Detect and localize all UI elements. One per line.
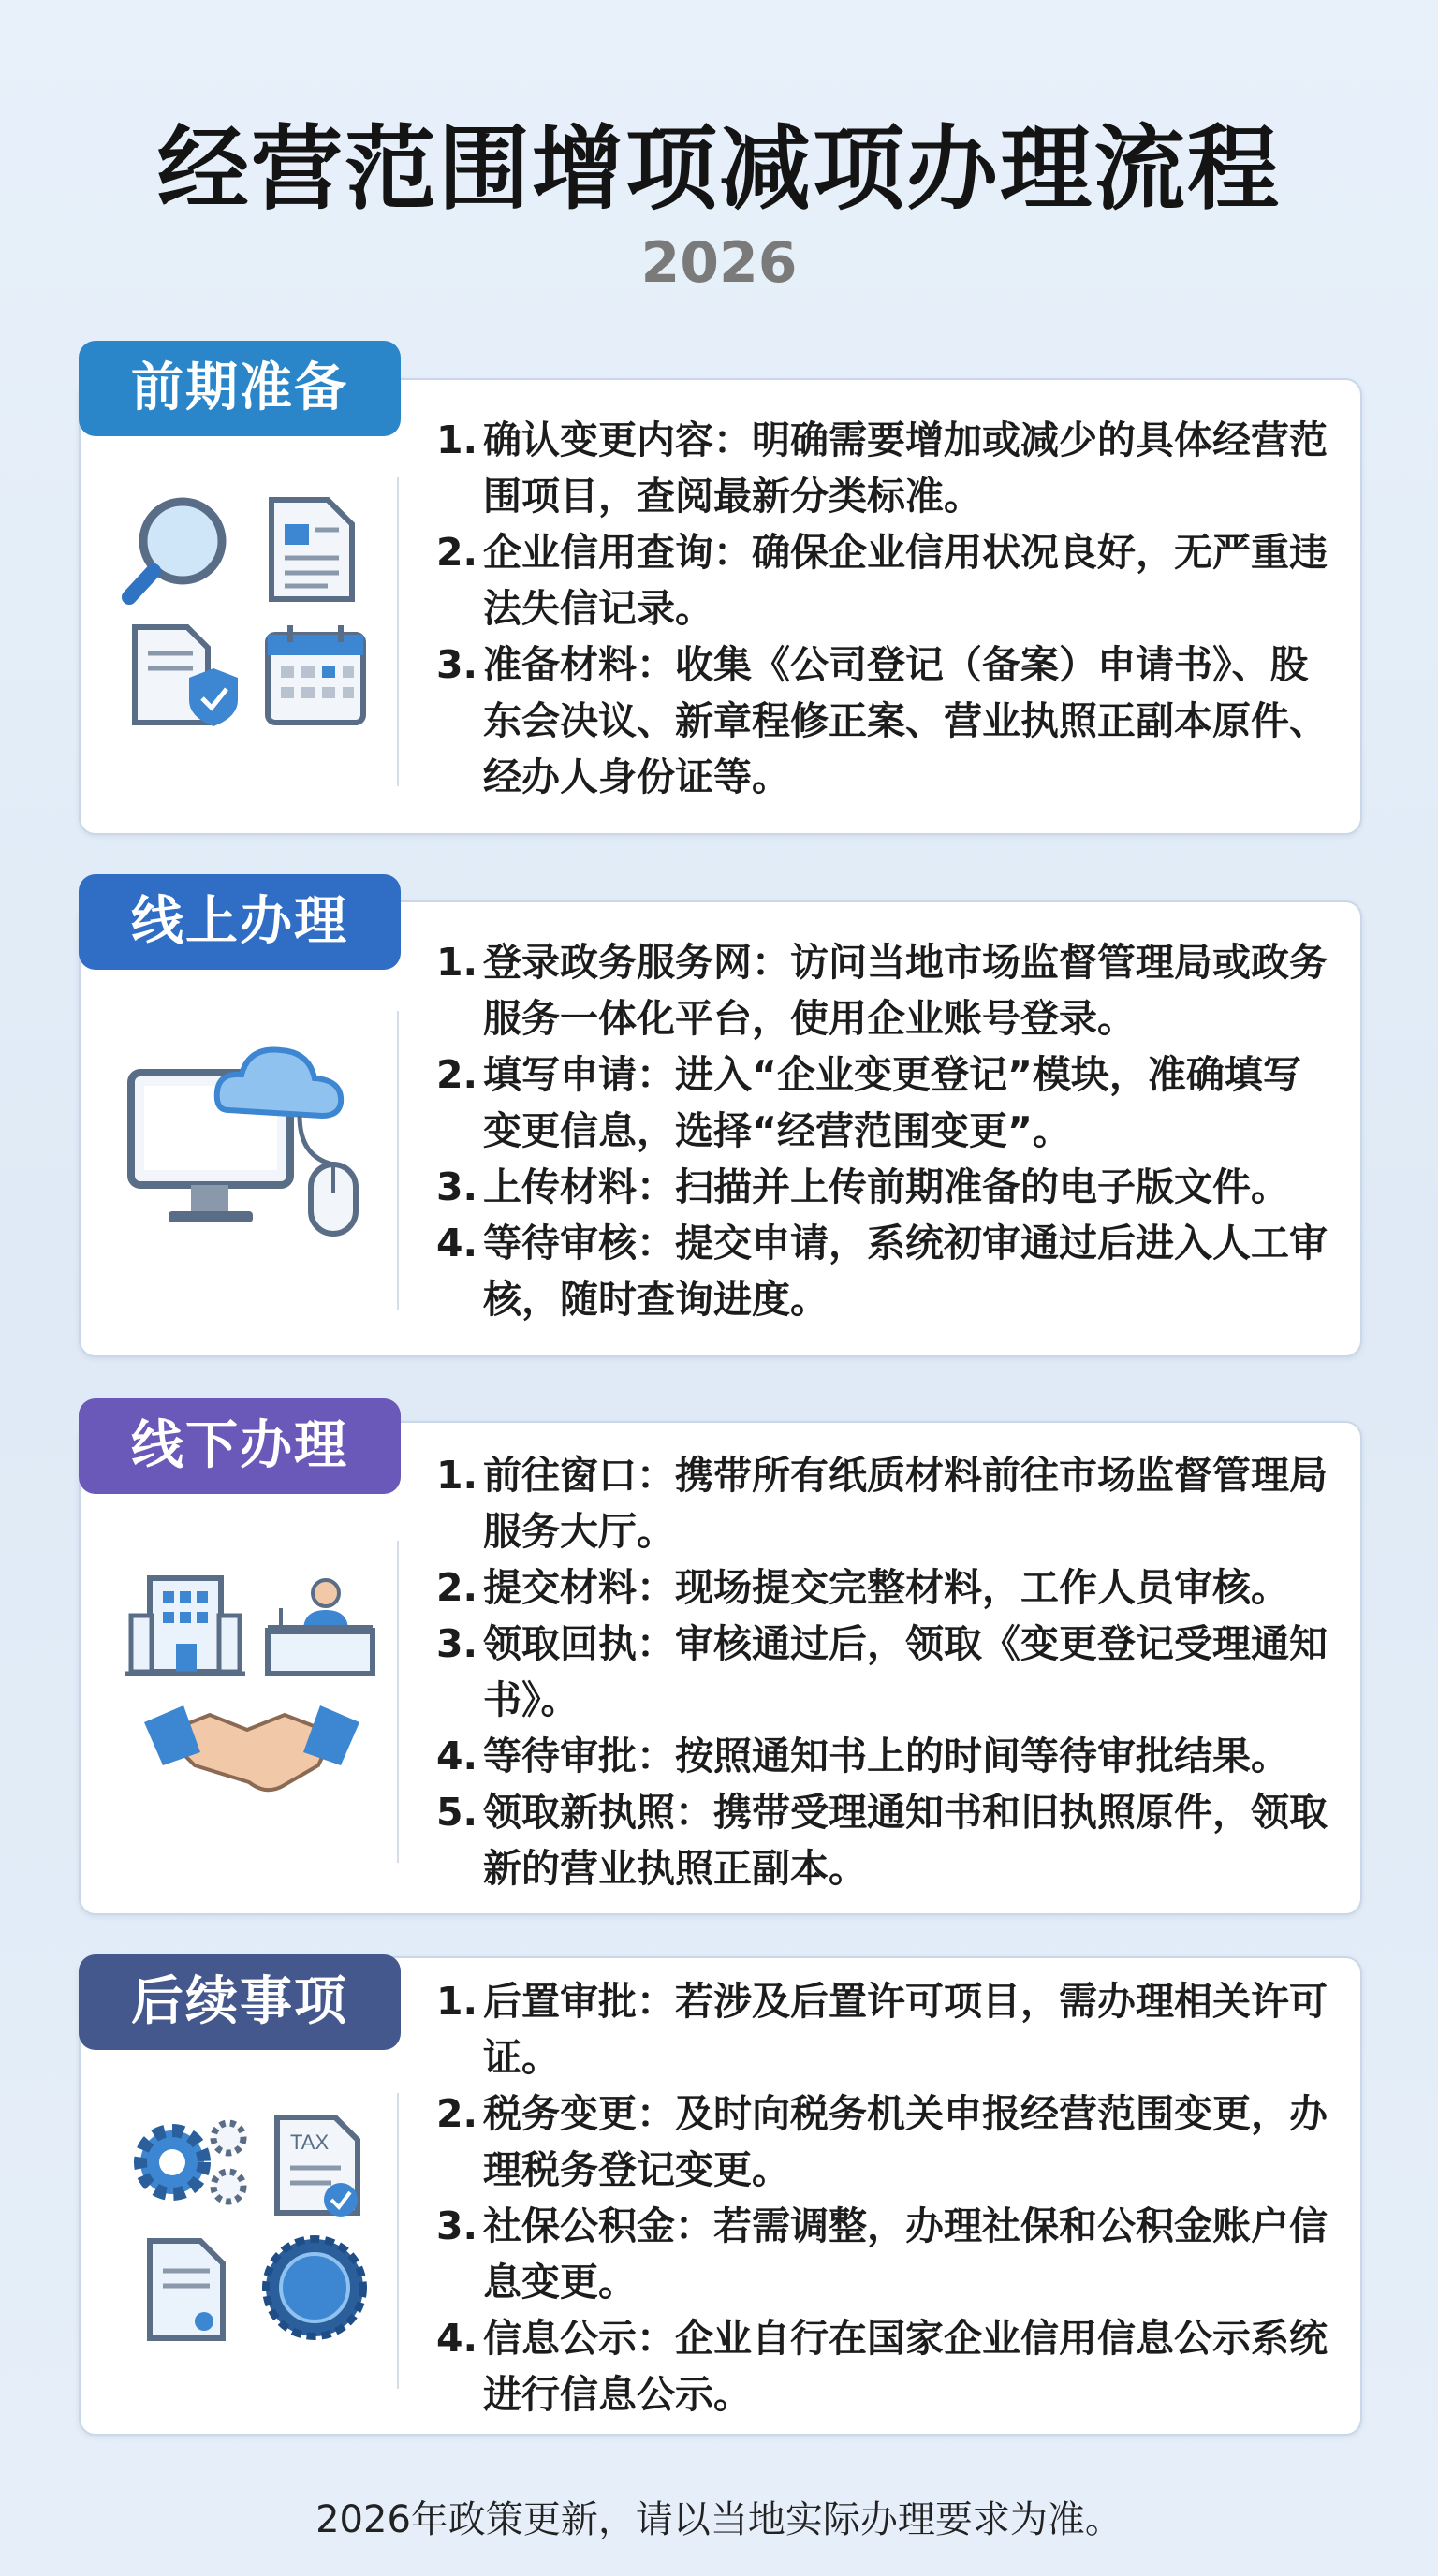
steps-followup — [436, 1973, 1335, 2422]
section-icons-preparation — [122, 487, 374, 739]
step-item: 3. 上传材料：扫描并上传前期准备的电子版文件。 — [436, 1164, 1289, 1209]
steps-preparation — [436, 412, 1335, 805]
svg-text:TAX: TAX — [290, 2130, 330, 2154]
magnifier-icon — [129, 502, 222, 597]
step-item: 1. 前往窗口：携带所有纸质材料前往市场监督管理局服务大厅。 — [436, 1453, 1328, 1554]
calendar-icon — [268, 625, 363, 723]
step-item: 4. 等待审批：按照通知书上的时间等待审批结果。 — [436, 1734, 1289, 1778]
step-item: 3. 准备材料：收集《公司登记（备案）申请书》、股东会决议、新章程修正案、营业执照正副本原件、经办人身份证等。 — [436, 642, 1328, 799]
section-tab-followup: 后续事项 — [79, 1954, 401, 2050]
section-divider — [397, 1011, 399, 1310]
handshake-icon — [144, 1705, 360, 1790]
footer-note: 2026年政策更新，请以当地实际办理要求为准。 — [315, 2498, 1123, 2541]
step-item: 3. 领取回执：审核通过后，领取《变更登记受理通知书》。 — [436, 1621, 1328, 1722]
step-item: 1. 后置审批：若涉及后置许可项目，需办理相关许可证。 — [436, 1979, 1328, 2080]
section-tab-offline: 线下办理 — [79, 1398, 401, 1494]
step-item: 2. 填写申请：进入“企业变更登记”模块，准确填写变更信息，选择“经营范围变更”。 — [436, 1052, 1301, 1153]
step-item: 2. 提交材料：现场提交完整材料，工作人员审核。 — [436, 1565, 1289, 1610]
section-divider — [397, 1541, 399, 1863]
section-tab-online: 线上办理 — [79, 874, 401, 970]
section-icons-online — [125, 1026, 378, 1260]
seal-icon — [266, 2239, 363, 2336]
section-icons-offline — [125, 1565, 378, 1808]
building-icon — [125, 1578, 245, 1674]
service-desk-icon — [268, 1580, 373, 1674]
computer-cloud-icon — [125, 1026, 378, 1260]
steps-online — [436, 934, 1335, 1327]
gears-icon — [140, 2123, 243, 2202]
step-item: 4. 信息公示：企业自行在国家企业信用信息公示系统进行信息公示。 — [436, 2316, 1328, 2417]
step-item: 2. 税务变更：及时向税务机关申报经营范围变更，办理税务登记变更。 — [436, 2091, 1328, 2192]
step-item: 2. 企业信用查询：确保企业信用状况良好，无严重违法失信记录。 — [436, 530, 1328, 631]
step-item: 3. 社保公积金：若需调整，办理社保和公积金账户信息变更。 — [436, 2203, 1328, 2305]
shield-document-icon — [135, 627, 238, 726]
page-year: 2026 — [640, 230, 798, 296]
step-item: 4. 等待审核：提交申请，系统初审通过后进入人工审核，随时查询进度。 — [436, 1221, 1328, 1322]
step-item: 1. 登录政务服务网：访问当地市场监督管理局或政务服务一体化平台，使用企业账号登录。 — [436, 940, 1328, 1041]
step-item: 1. 确认变更内容：明确需要增加或减少的具体经营范围项目，查阅最新分类标准。 — [436, 417, 1328, 519]
page-title: 经营范围增项减项办理流程 — [156, 116, 1281, 223]
steps-offline — [436, 1447, 1335, 1896]
section-tab-preparation: 前期准备 — [79, 341, 401, 436]
tax-document-icon — [277, 2117, 358, 2217]
certificate-icon — [150, 2241, 223, 2338]
section-divider — [397, 2093, 399, 2389]
section-divider — [397, 477, 399, 786]
section-icons-followup — [124, 2110, 376, 2353]
document-icon — [271, 500, 352, 599]
step-item: 5. 领取新执照：携带受理通知书和旧执照原件，领取新的营业执照正副本。 — [436, 1790, 1328, 1891]
